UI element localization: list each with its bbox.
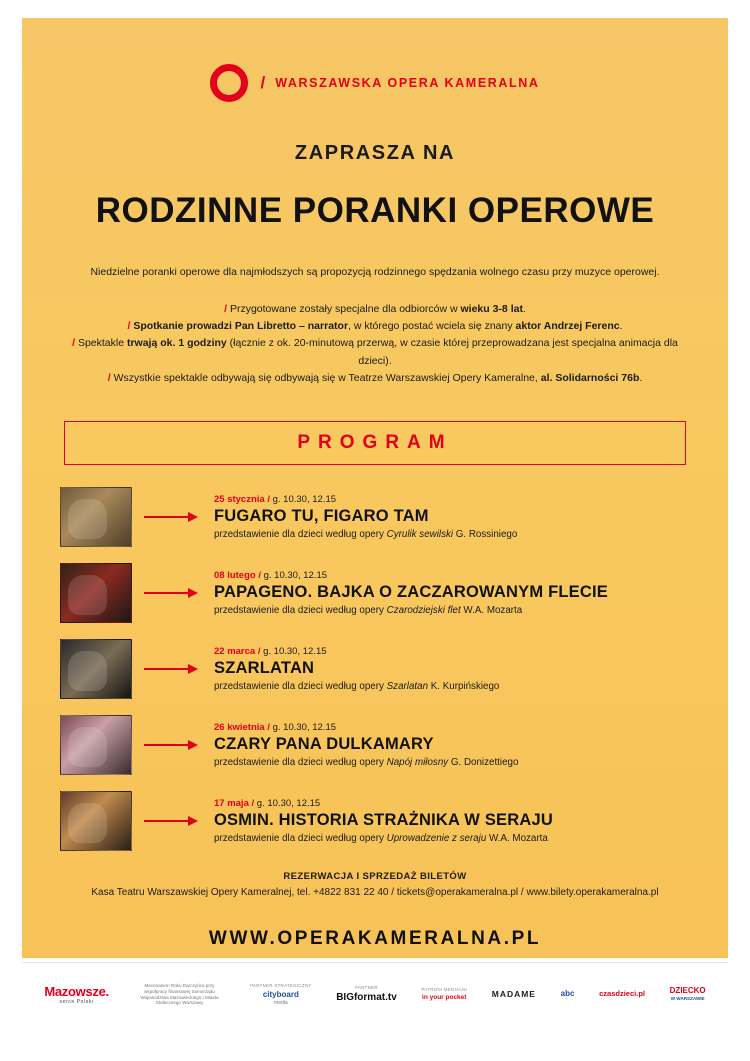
sponsor-name: cityboard	[262, 989, 299, 999]
show-times: g. 10.30, 12.15	[263, 570, 328, 582]
show-details	[214, 798, 692, 844]
bullet-post: , w którego postać wciela się znany	[348, 320, 516, 333]
sponsor-label: PARTNER	[355, 984, 378, 990]
list-item	[66, 370, 684, 387]
sponsor-inyourpocket	[409, 987, 479, 1003]
bullet-bold: Spotkanie prowadzi Pan Libretto – narrator	[133, 320, 349, 333]
sponsor-name: abc	[560, 989, 575, 999]
show-details	[214, 646, 692, 692]
list-item	[66, 335, 684, 370]
show-times: g. 10.30, 12.15	[263, 646, 327, 658]
show-date: 26 kwietnia	[214, 722, 265, 734]
desc-opera-title: Napój miłosny	[386, 757, 449, 769]
list-item[interactable]	[60, 787, 692, 855]
list-item	[66, 318, 684, 335]
arrow-right-icon	[144, 663, 206, 675]
sponsor-name: Mazowsze.	[44, 983, 109, 999]
date-separator: /	[251, 798, 255, 810]
brand-name: WARSZAWSKA OPERA KAMERALNA	[275, 76, 540, 90]
show-details	[214, 570, 692, 616]
list-item[interactable]	[60, 635, 692, 703]
reservation-contact[interactable]: Kasa Teatru Warszawskiej Opery Kameralnej, tel. +4822 831 22 40 / tickets@operakameralna.pl / www.bilety.operakameralna.pl	[91, 887, 659, 899]
sponsor-madame	[479, 989, 548, 1000]
date-separator: /	[258, 570, 261, 582]
show-description	[214, 757, 692, 768]
sponsor-name: Mecenasem Roku Darczyńca przy współpracy finansowej Samorządu Województwa Mazowieckiego i Miasta Stołecznego Warszawy	[140, 983, 219, 1006]
show-date: 22 marca	[214, 646, 256, 658]
bullet-post: (łącznie z ok. 20-minutową przerwą, w czasie której przeprowadzana jest specjalna animacja dla dzieci).	[226, 337, 678, 367]
sponsor-strip	[22, 962, 728, 1026]
list-item[interactable]	[60, 483, 692, 551]
desc-post: K. Kurpińskiego	[428, 681, 500, 693]
sponsor-name: czasdzieci.pl	[599, 989, 645, 999]
bullet-bold: al. Solidarności 76b	[540, 372, 640, 384]
page-title: RODZINNE PORANKI OPEROWE	[95, 191, 655, 230]
sponsor-label: PATRONI MEDIALNI	[421, 986, 468, 992]
list-item[interactable]	[60, 711, 692, 779]
show-times: g. 10.30, 12.15	[256, 798, 321, 810]
show-thumbnail-image	[60, 715, 132, 775]
arrow-right-icon	[144, 587, 206, 599]
show-date-line	[214, 494, 692, 505]
date-separator: /	[257, 646, 261, 658]
poster	[22, 18, 728, 958]
arrow-right-icon	[144, 511, 206, 523]
sponsor-czasdzieci	[587, 989, 658, 999]
show-thumbnail-image	[60, 639, 132, 699]
sponsor-name: BIGformat.tv	[336, 992, 397, 1004]
desc-pre: przedstawienie dla dzieci według opery	[214, 757, 387, 769]
bullet-slash: /	[224, 302, 228, 315]
arrow-right-icon	[144, 739, 206, 751]
sponsor-bigformat	[324, 985, 409, 1004]
website-url[interactable]: WWW.OPERAKAMERALNA.PL	[208, 928, 542, 950]
bullet-pre: Spektakle	[77, 337, 127, 350]
show-date: 17 maja	[214, 798, 249, 810]
sponsor-abc	[548, 989, 586, 999]
program-heading: PROGRAM	[297, 432, 453, 454]
show-date-line	[214, 722, 692, 733]
show-details	[214, 494, 692, 540]
show-thumbnail-image	[60, 791, 132, 851]
desc-opera-title: Uprowadzenie z seraju	[386, 833, 487, 845]
show-title: SZARLATAN	[214, 659, 315, 678]
desc-post: G. Rossiniego	[453, 529, 518, 541]
show-description	[214, 529, 692, 540]
bullet-bold: wieku 3-8 lat	[460, 302, 523, 315]
logo-slash: /	[260, 73, 266, 92]
sponsor-name: MADAME	[491, 988, 536, 999]
bullet-slash: /	[107, 372, 111, 384]
show-title: OSMIN. HISTORIA STRAŻNIKA W SERAJU	[214, 811, 553, 830]
sponsor-name: DZIECKO	[669, 986, 706, 996]
show-title: FUGARO TU, FIGARO TAM	[214, 507, 429, 526]
sponsor-sub: media	[274, 1000, 288, 1007]
list-item	[66, 301, 684, 318]
show-date-line	[214, 570, 692, 581]
opera-logo-icon	[210, 64, 248, 102]
bullet-slash: /	[72, 337, 76, 350]
poster-header	[22, 18, 728, 102]
bullet-post: .	[639, 372, 643, 384]
desc-opera-title: Czarodziejski flet	[386, 605, 461, 617]
desc-opera-title: Szarlatan	[386, 681, 429, 693]
bullet-pre: Wszystkie spektakle odbywają się odbywają się w Teatrze Warszawskiej Opery Kameralne,	[113, 372, 541, 384]
intro-paragraph: Niedzielne poranki operowe dla najmłodszych są propozycją rodzinnego spędzania wolnego czasu przy muzyce operowej.	[90, 266, 660, 278]
sponsor-label: PARTNER STRATEGICZNY	[250, 982, 312, 988]
desc-post: W.A. Mozarta	[486, 833, 548, 845]
sponsor-sub: W WARSZAWIE	[670, 996, 705, 1002]
show-description	[214, 681, 692, 692]
desc-post: W.A. Mozarta	[460, 605, 523, 617]
bullet-bold-2: aktor Andrzej Ferenc	[515, 320, 620, 333]
show-description	[214, 833, 692, 844]
show-times: g. 10.30, 12.15	[272, 494, 337, 506]
show-title: PAPAGENO. BAJKA O ZACZAROWANYM FLECIE	[214, 583, 608, 602]
desc-post: G. Donizettiego	[448, 757, 519, 769]
desc-opera-title: Cyrulik sewilski	[386, 529, 454, 541]
date-separator: /	[267, 722, 270, 734]
reservation-title: REZERWACJA I SPRZEDAŻ BILETÓW	[283, 871, 467, 883]
show-date: 08 lutego	[214, 570, 256, 582]
program-heading-box	[64, 421, 686, 465]
show-thumbnail-image	[60, 563, 132, 623]
bullet-pre: Przygotowane zostały specjalne dla odbiorców w	[229, 302, 461, 315]
sponsor-note	[121, 983, 238, 1006]
bullet-slash: /	[127, 320, 131, 333]
desc-pre: przedstawienie dla dzieci według opery	[214, 833, 387, 845]
program-list	[22, 483, 728, 855]
sponsor-sub: serce Polski	[59, 999, 94, 1006]
show-thumbnail-image	[60, 487, 132, 547]
arrow-right-icon	[144, 815, 206, 827]
list-item[interactable]	[60, 559, 692, 627]
show-date: 25 stycznia	[214, 494, 265, 506]
date-separator: /	[267, 494, 270, 506]
invite-text: ZAPRASZA NA	[294, 142, 456, 164]
sponsor-mazowsze	[32, 984, 121, 1006]
show-description	[214, 605, 692, 616]
show-title: CZARY PANA DULKAMARY	[214, 735, 434, 754]
desc-pre: przedstawienie dla dzieci według opery	[214, 681, 387, 693]
desc-pre: przedstawienie dla dzieci według opery	[214, 529, 387, 541]
bullet-post-2: .	[619, 320, 623, 333]
show-date-line	[214, 798, 692, 809]
bullet-list	[22, 301, 728, 388]
desc-pre: przedstawienie dla dzieci według opery	[214, 605, 387, 617]
sponsor-dziecko-w-warszawie	[657, 987, 718, 1002]
show-date-line	[214, 646, 692, 657]
sponsor-cityboard	[238, 983, 324, 1007]
bullet-post: .	[522, 302, 526, 315]
sponsor-name: in your pocket	[422, 993, 467, 1001]
show-details	[214, 722, 692, 768]
bullet-bold: trwają ok. 1 godziny	[126, 337, 227, 350]
show-times: g. 10.30, 12.15	[272, 722, 337, 734]
